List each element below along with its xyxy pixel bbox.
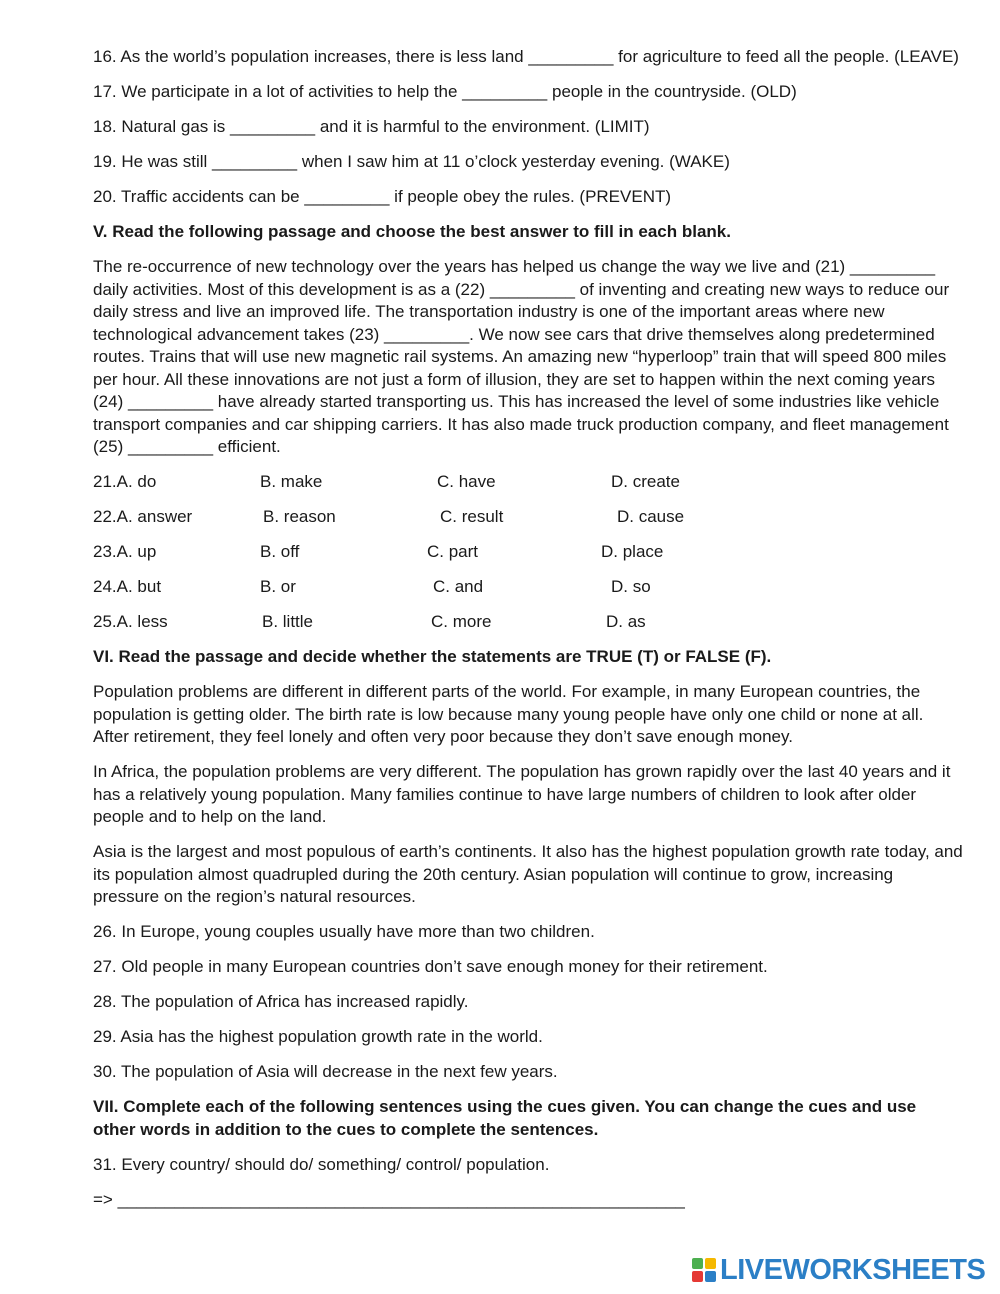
option-a[interactable]: 25.A. less bbox=[93, 612, 168, 631]
section-5-heading: V. Read the following passage and choose the best answer to fill in each blank. bbox=[93, 222, 731, 241]
logo-block bbox=[705, 1271, 716, 1282]
option-b[interactable]: B. or bbox=[260, 577, 296, 596]
question-31: 31. Every country/ should do/ something/ control/ population. bbox=[93, 1154, 550, 1174]
option-c[interactable]: C. part bbox=[427, 542, 479, 561]
option-c[interactable]: C. more bbox=[431, 612, 492, 631]
statement-29: 29. Asia has the highest population growth rate in the world. bbox=[93, 1027, 543, 1046]
liveworksheets-logo bbox=[692, 1252, 985, 1288]
option-c[interactable]: C. have bbox=[437, 472, 496, 491]
option-a[interactable]: 21.A. do bbox=[93, 472, 157, 491]
section-6-heading: VI. Read the passage and decide whether the statements are TRUE (T) or FALSE (F). bbox=[93, 647, 772, 666]
section-6-paragraph-2: In Africa, the population problems are very different. The population has grown rapidly over the last 40 years and it has a relatively young population. Many families continue to have large numbers of children to look after older people and to help on the land. bbox=[93, 762, 951, 826]
statement-30: 30. The population of Asia will decrease in the next few years. bbox=[93, 1062, 558, 1081]
option-c[interactable]: C. result bbox=[440, 507, 504, 526]
question-21-options bbox=[93, 471, 963, 494]
option-d[interactable]: D. as bbox=[606, 612, 646, 631]
option-d[interactable]: D. so bbox=[611, 577, 651, 596]
logo-block bbox=[692, 1271, 703, 1282]
option-d[interactable]: D. cause bbox=[617, 507, 685, 526]
statement-27: 27. Old people in many European countries don’t save enough money for their retirement. bbox=[93, 957, 768, 976]
option-b[interactable]: B. make bbox=[260, 472, 323, 491]
section-6-paragraph-1: Population problems are different in different parts of the world. For example, in many European countries, the population is getting older. The birth rate is low because many young people have only one child or none at all. After retirement, they feel lonely and often very poor because they don’t save enough money. bbox=[93, 682, 924, 746]
question-23-options bbox=[93, 541, 963, 564]
option-a[interactable]: 22.A. answer bbox=[93, 507, 193, 526]
section-5-passage: The re-occurrence of new technology over the years has helped us change the way we live and (21) _________ daily activities. Most of this development is as a (22) _________ of inventing and creating new ways to reduce our daily stress and live an improved life. The transportation industry is one of the important areas where new technological advancement takes (23) _________. We now see cars that drive themselves along predetermined routes. Trains that will use new magnetic rail systems. An amazing new “hyperloop” train that will speed 800 miles per hour. All these innovations are not just a form of illusion, they are set to happen within the next coming years (24) _________ have already started transporting us. This has increased the level of some industries like vehicle transport companies and car shipping carriers. It has also made truck production company, and fleet management (25) _________ efficient. bbox=[93, 257, 950, 456]
option-d[interactable]: D. create bbox=[611, 472, 680, 491]
logo-block bbox=[705, 1258, 716, 1269]
section-7-heading: VII. Complete each of the following sentences using the cues given. You can change the cues and use other words in addition to the cues to complete the sentences. bbox=[93, 1097, 917, 1139]
question-19: 19. He was still _________ when I saw him at 11 o’clock yesterday evening. (WAKE) bbox=[93, 152, 730, 171]
section-6-paragraph-3: Asia is the largest and most populous of earth’s continents. It also has the highest population growth rate today, and its population almost quadrupled during the 20th century. Asian population will continue to grow, increasing pressure on the region’s natural resources. bbox=[93, 842, 963, 906]
option-a[interactable]: 23.A. up bbox=[93, 542, 157, 561]
option-b[interactable]: B. little bbox=[262, 612, 314, 631]
question-25-options bbox=[93, 611, 963, 634]
worksheet-page bbox=[93, 46, 963, 1224]
statement-26: 26. In Europe, young couples usually have more than two children. bbox=[93, 922, 595, 941]
statement-28: 28. The population of Africa has increased rapidly. bbox=[93, 992, 469, 1011]
option-c[interactable]: C. and bbox=[433, 577, 484, 596]
question-16: 16. As the world’s population increases, there is less land _________ for agriculture to feed all the people. (LEAVE) bbox=[93, 47, 959, 66]
question-22-options bbox=[93, 506, 963, 529]
option-b[interactable]: B. reason bbox=[263, 507, 336, 526]
logo-text: LIVEWORKSHEETS bbox=[720, 1253, 986, 1286]
option-b[interactable]: B. off bbox=[260, 542, 300, 561]
answer-line-31[interactable]: => ____________________________________________________________ bbox=[93, 1189, 685, 1209]
question-18: 18. Natural gas is _________ and it is harmful to the environment. (LIMIT) bbox=[93, 117, 650, 136]
question-24-options bbox=[93, 576, 963, 599]
logo-blocks-icon bbox=[692, 1258, 716, 1282]
question-17: 17. We participate in a lot of activities to help the _________ people in the countryside. (OLD) bbox=[93, 82, 797, 101]
logo-block bbox=[692, 1258, 703, 1269]
option-d[interactable]: D. place bbox=[601, 542, 664, 561]
question-20: 20. Traffic accidents can be _________ if people obey the rules. (PREVENT) bbox=[93, 187, 672, 206]
option-a[interactable]: 24.A. but bbox=[93, 577, 162, 596]
